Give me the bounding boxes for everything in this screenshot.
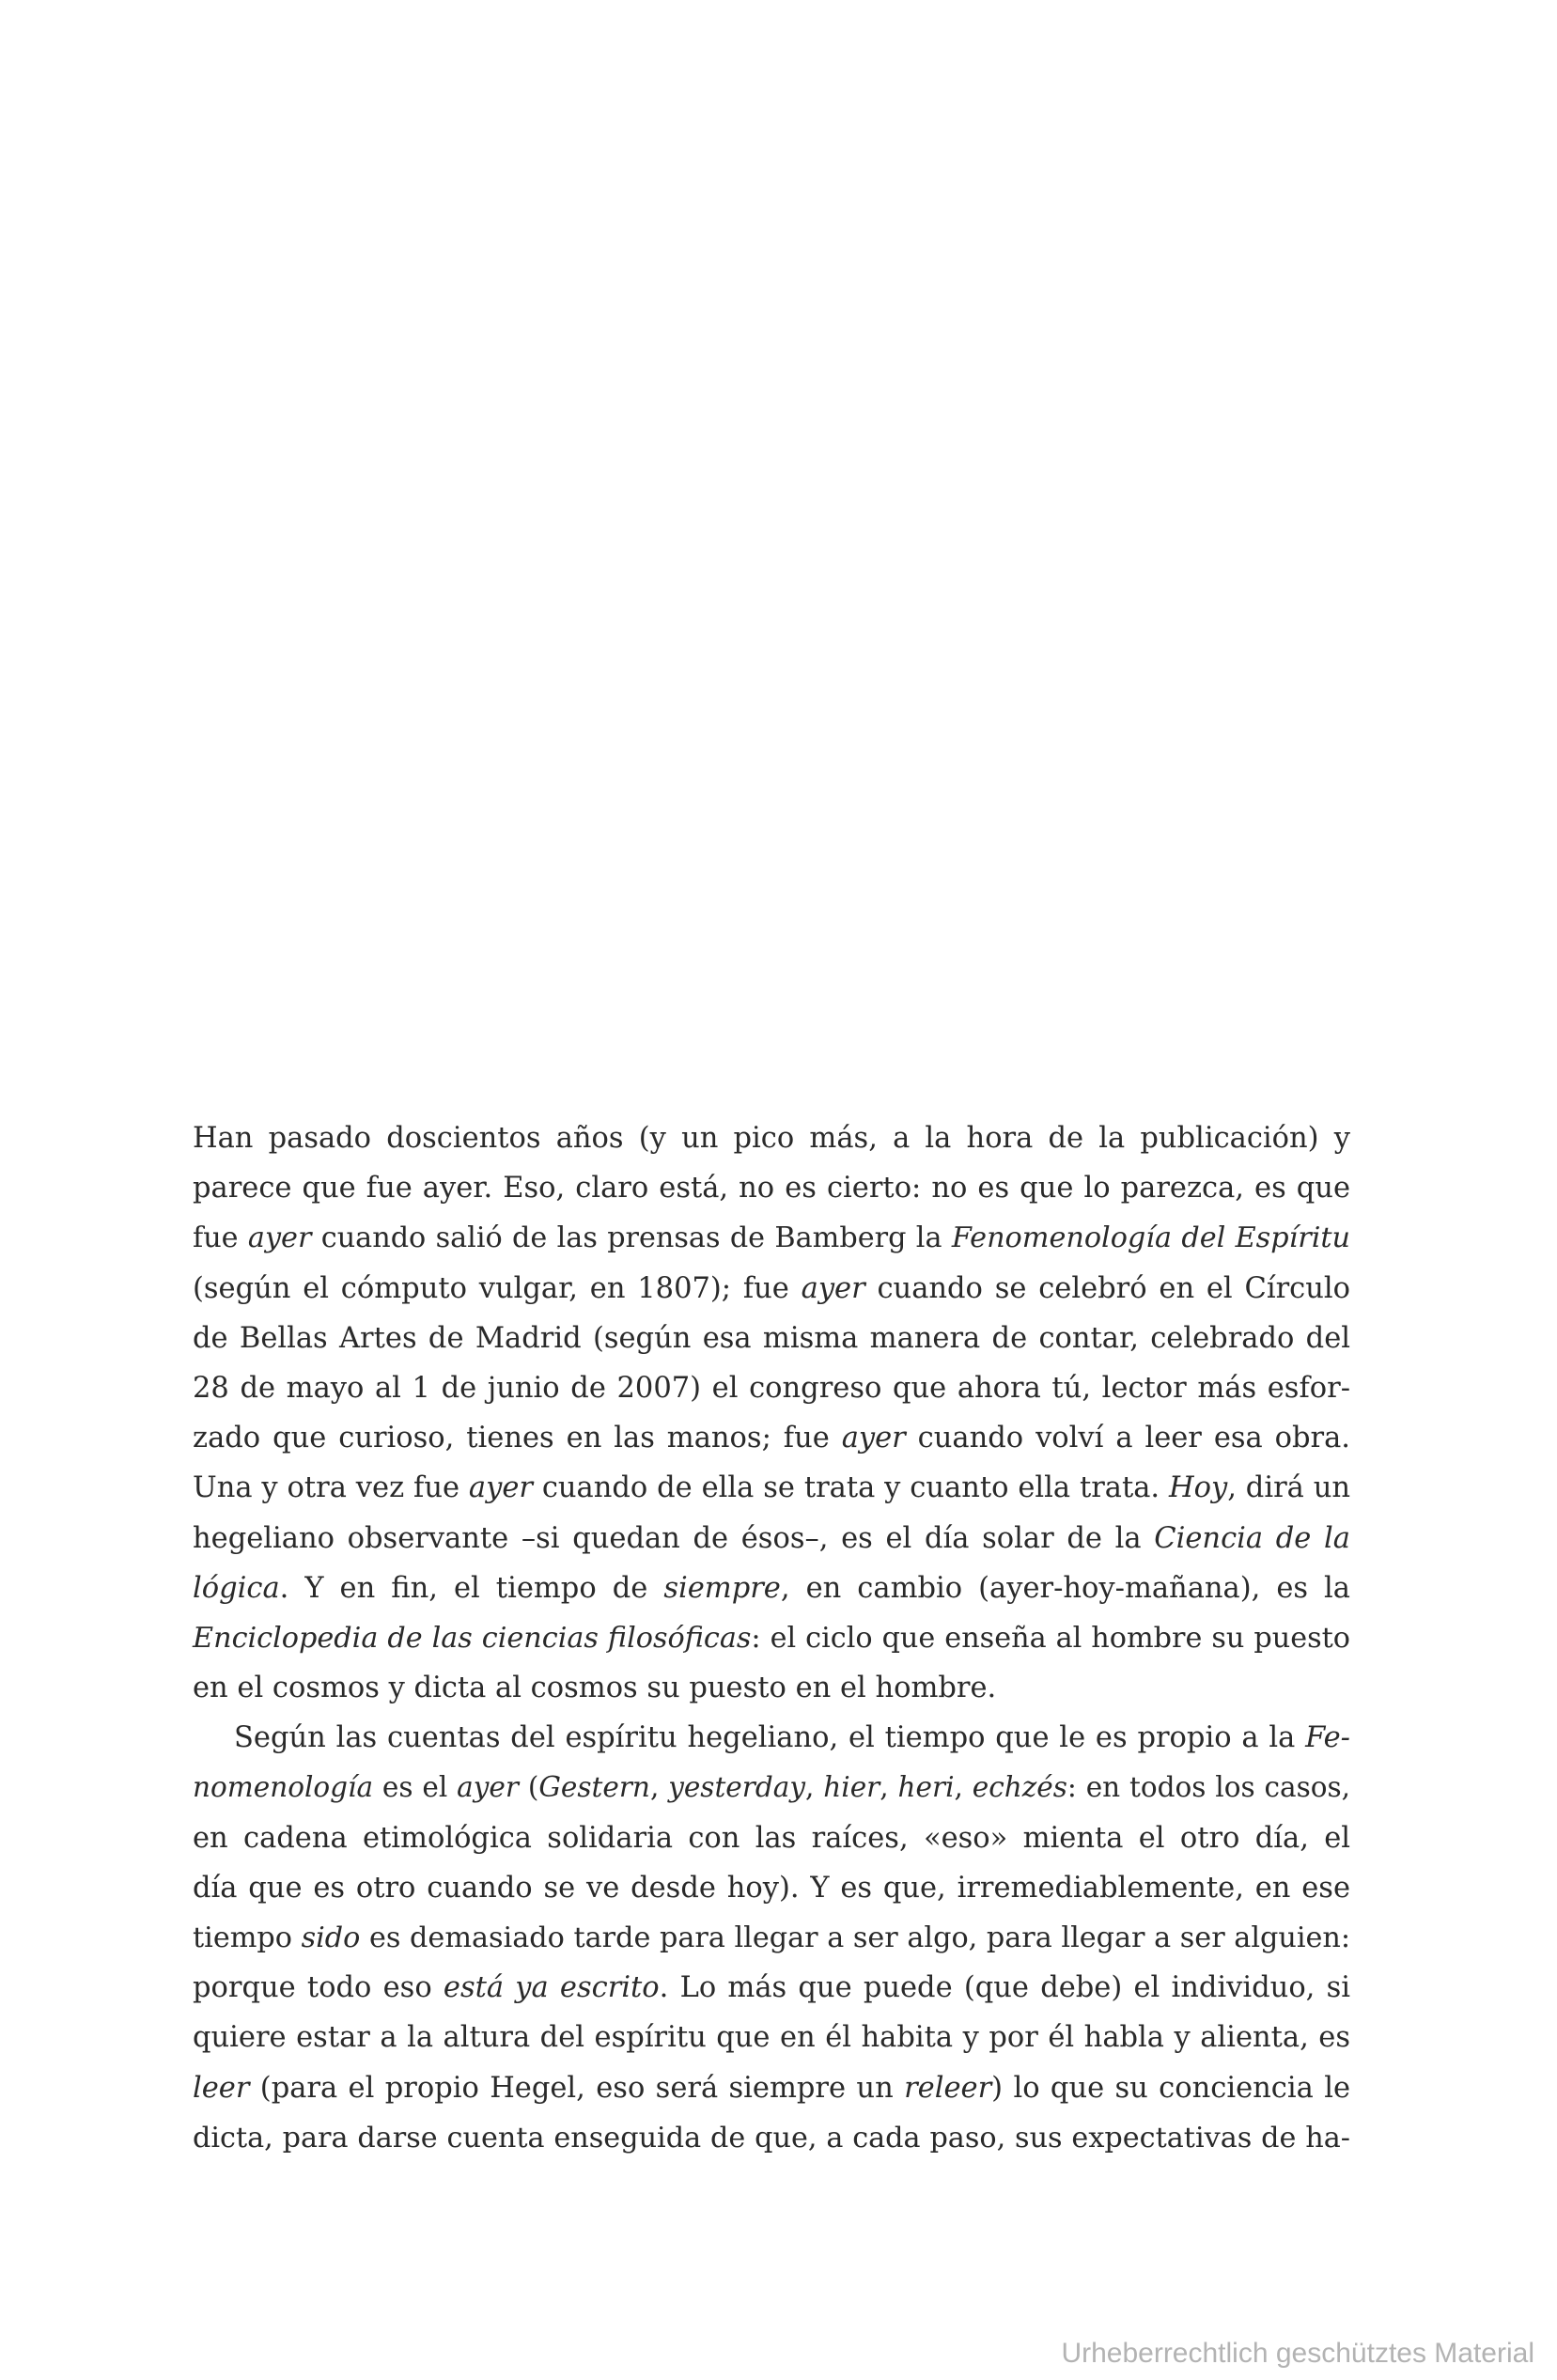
text-run: en cadena etimológica solidaria con las raíces, «eso» mienta el otro día, el <box>193 1821 1350 1855</box>
text-line <box>193 2113 1350 2163</box>
text-run: cuando de ella se trata y cuanto ella trata. <box>532 1471 1170 1505</box>
italic-run: releer <box>904 2071 992 2105</box>
text-run: : en todos los casos, <box>1067 1771 1350 1804</box>
text-run: , en cambio (ayer-hoy-mañana), es la <box>780 1571 1350 1605</box>
text-line <box>193 1413 1350 1463</box>
italic-run: sido <box>301 1921 361 1954</box>
italic-run: ayer <box>457 1771 519 1804</box>
text-line <box>193 1264 1350 1314</box>
text-run: ( <box>518 1771 539 1804</box>
text-run: Según las cuentas del espíritu hegeliano, el tiempo que le es propio a la <box>234 1721 1306 1755</box>
text-line <box>193 1563 1350 1613</box>
text-run: es el <box>373 1771 458 1804</box>
italic-run: nomenología <box>193 1771 374 1804</box>
text-run: , <box>805 1771 824 1804</box>
text-line <box>193 1363 1350 1413</box>
italic-run: está ya escrito <box>443 1971 660 2005</box>
text-run: , dirá un <box>1227 1471 1351 1505</box>
text-run: ) lo que su conciencia le <box>991 2071 1350 2105</box>
text-line <box>193 1763 1350 1812</box>
text-run: (para el propio Hegel, eso será siempre un <box>249 2071 905 2105</box>
text-run: hegeliano observante –si quedan de ésos–, es el día solar de la <box>193 1521 1155 1555</box>
italic-run: yesterday <box>668 1771 806 1804</box>
text-line <box>193 1663 1350 1713</box>
text-run: , <box>954 1771 973 1804</box>
italic-run: Hoy <box>1169 1471 1228 1505</box>
italic-run: ayer <box>841 1422 906 1455</box>
text-run: cuando volví a leer esa obra. <box>905 1422 1350 1455</box>
text-line <box>193 1913 1350 1963</box>
text-line <box>193 1613 1350 1663</box>
italic-run: ayer <box>468 1471 533 1505</box>
text-run: . Lo más que puede (que debe) el individuo, si <box>659 1971 1350 2005</box>
text-line <box>193 1514 1350 1563</box>
text-run: : el ciclo que enseña al hombre su puesto <box>751 1621 1350 1655</box>
text-run: zado que curioso, tienes en las manos; fue <box>193 1422 842 1455</box>
text-line <box>193 1314 1350 1363</box>
text-line <box>193 1963 1350 2013</box>
text-run: (según el cómputo vulgar, en 1807); fue <box>193 1271 802 1305</box>
text-run: , <box>649 1771 669 1804</box>
text-run: en el cosmos y dicta al cosmos su puesto en el hombre. <box>193 1672 997 1705</box>
text-line <box>193 1713 1350 1763</box>
italic-run: Gestern <box>538 1771 650 1804</box>
italic-run: ayer <box>801 1271 865 1305</box>
italic-run: Fenomenología del Espíritu <box>951 1221 1351 1255</box>
text-run: día que es otro cuando se ve desde hoy). Y es que, irremediablemente, en ese <box>193 1871 1350 1905</box>
text-line <box>193 1813 1350 1863</box>
italic-run: Fe- <box>1305 1721 1350 1755</box>
italic-run: echzés <box>972 1771 1067 1804</box>
text-run: cuando salió de las prensas de Bamberg la <box>311 1221 952 1255</box>
text-line <box>193 1213 1350 1263</box>
text-run: dicta, para darse cuenta enseguida de que, a cada paso, sus expectativas de ha- <box>193 2121 1350 2154</box>
text-line <box>193 2013 1350 2062</box>
copyright-watermark: Urheberrechtlich geschütztes Material <box>1061 2338 1534 2369</box>
text-run: es demasiado tarde para llegar a ser algo, para llegar a ser alguien: <box>360 1921 1351 1954</box>
text-run: cuando se celebró en el Círculo <box>864 1271 1350 1305</box>
text-run: porque todo eso <box>193 1971 444 2005</box>
text-run: fue <box>193 1221 248 1255</box>
body-text <box>193 1113 1350 2163</box>
italic-run: Ciencia de la <box>1154 1521 1350 1555</box>
text-line <box>193 2063 1350 2113</box>
italic-run: siempre <box>663 1571 781 1605</box>
paragraph <box>193 1113 1350 1713</box>
text-run: , <box>880 1771 898 1804</box>
text-line <box>193 1163 1350 1213</box>
text-run: parece que fue ayer. Eso, claro está, no es cierto: no es que lo parezca, es que <box>193 1172 1350 1206</box>
text-run: 28 de mayo al 1 de junio de 2007) el congreso que ahora tú, lector más esfor- <box>193 1371 1350 1405</box>
italic-run: hier <box>823 1771 880 1804</box>
italic-run: ayer <box>247 1221 312 1255</box>
text-run: tiempo <box>193 1921 302 1954</box>
text-run: Han pasado doscientos años (y un pico más, a la hora de la publicación) y <box>193 1122 1350 1155</box>
text-run: de Bellas Artes de Madrid (según esa misma manera de contar, celebrado del <box>193 1321 1350 1355</box>
italic-run: leer <box>193 2071 250 2105</box>
text-run: quiere estar a la altura del espíritu que en él habita y por él habla y alienta, es <box>193 2021 1350 2055</box>
text-run: . Y en fin, el tiempo de <box>279 1571 664 1605</box>
text-line <box>193 1113 1350 1163</box>
text-run: Una y otra vez fue <box>193 1471 469 1505</box>
text-line <box>193 1863 1350 1913</box>
italic-run: lógica <box>193 1571 280 1605</box>
italic-run: Enciclopedia de las ciencias filosóficas <box>193 1621 752 1655</box>
text-line <box>193 1463 1350 1513</box>
italic-run: heri <box>897 1771 955 1804</box>
paragraph <box>193 1713 1350 2163</box>
